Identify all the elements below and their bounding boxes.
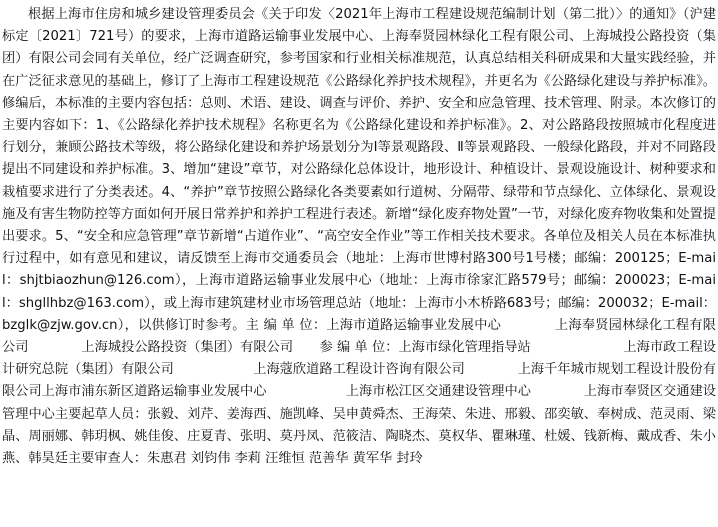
document-paragraph: 根据上海市住房和城乡建设管理委员会《关于印发〈2021年上海市工程建设规范编制计划（第二批）〉的通知》（沪建标定〔2021〕721号）的要求，上海市道路运输事业发展中心、上海奉贤园林绿化工程有限公司、上海城投公路投资（集团）有限公司会同有关单位，经广泛调查研究，参考国家和行业相关标准规范，认真总结相关科研成果和大量实践经验，并在广泛征求意见的基础上，修订了上海市工程建设规范《公路绿化养护技术规程》，并更名为《公路绿化建设与养护标准》。修编后，本标准的主要内容包括：总则、术语、建设、调查与评价、养护、安全和应急管理、技术管理、附录。本次修订的主要内容如下：1、《公路绿化养护技术规程》名称更名为《公路绿化建设和养护标准》。2、对公路路段按照城市化程度进行划分，兼顾公路技术等级，将公路绿化建设和养护场景划分为Ⅰ等景观路段、Ⅱ等景观路段、一般绿化路段，并对不同路段提出不同建设和养护标准。3、增加“建设”章节，对公路绿化总体设计，地形设计、种植设计、景观设施设计、树种要求和栽植要求进行了分类表述。4、“养护”章节按照公路绿化各类要素如行道树、分隔带、绿带和节点绿化、立体绿化、景观设施及有害生物防控等方面如何开展日常养护和养护工程进行表述。新增“绿化废弃物处置”一节，对绿化废弃物收集和处置提出要求。5、“安全和应急管理”章节新增“占道作业”、“高空安全作业”等工作相关技术要求。各单位及相关人员在本标准执行过程中，如有意见和建议，请反馈至上海市交通委员会（地址：上海市世博村路300号1号楼；邮编：200125；E-mail：shjtbiaozhun@126.com），上海市道路运输事业发展中心（地址：上海市徐家汇路579号；邮编：200023；E-mail：shgllhbz@163.com），或上海市建筑建材业市场管理总站（地址：上海市小木桥路683号；邮编：200032；E-mail：bzglk@zjw.gov.cn），以供修订时参考。主 编 单 位：上海市道路运输事业发展中心 上海奉贤园林绿化工程有限公司 上海城投公路投资（集团）有限公司 参 编 单 位：上海市绿化管理指导站 上海市政工程设计研究总院（集团）有限公司 上海蔻欣道路工程设计咨询有限公司 上海千年城市规划工程设计股份有限公司上海市浦东新区道路运输事业发展中心 上海市松江区交通建设管理中心 上海市奉贤区交通建设管理中心主要起草人员：张毅、刘芹、姜海西、施凯峰、吴申黄舜杰、王海荣、朱进、邢毅、邵奕敏、奉树成、范灵雨、梁晶、周丽娜、韩玥枫、姚佳俊、庄夏青、张明、莫丹凤、范筱洁、陶晓杰、莫权华、瞿琳瑾、杜媛、钱新梅、戴成香、朱小燕、韩昊廷主要审查人：朱惠君 刘钧伟 李莉 汪维恒 范善华 黄军华 封玲 — [2, 7, 716, 467]
